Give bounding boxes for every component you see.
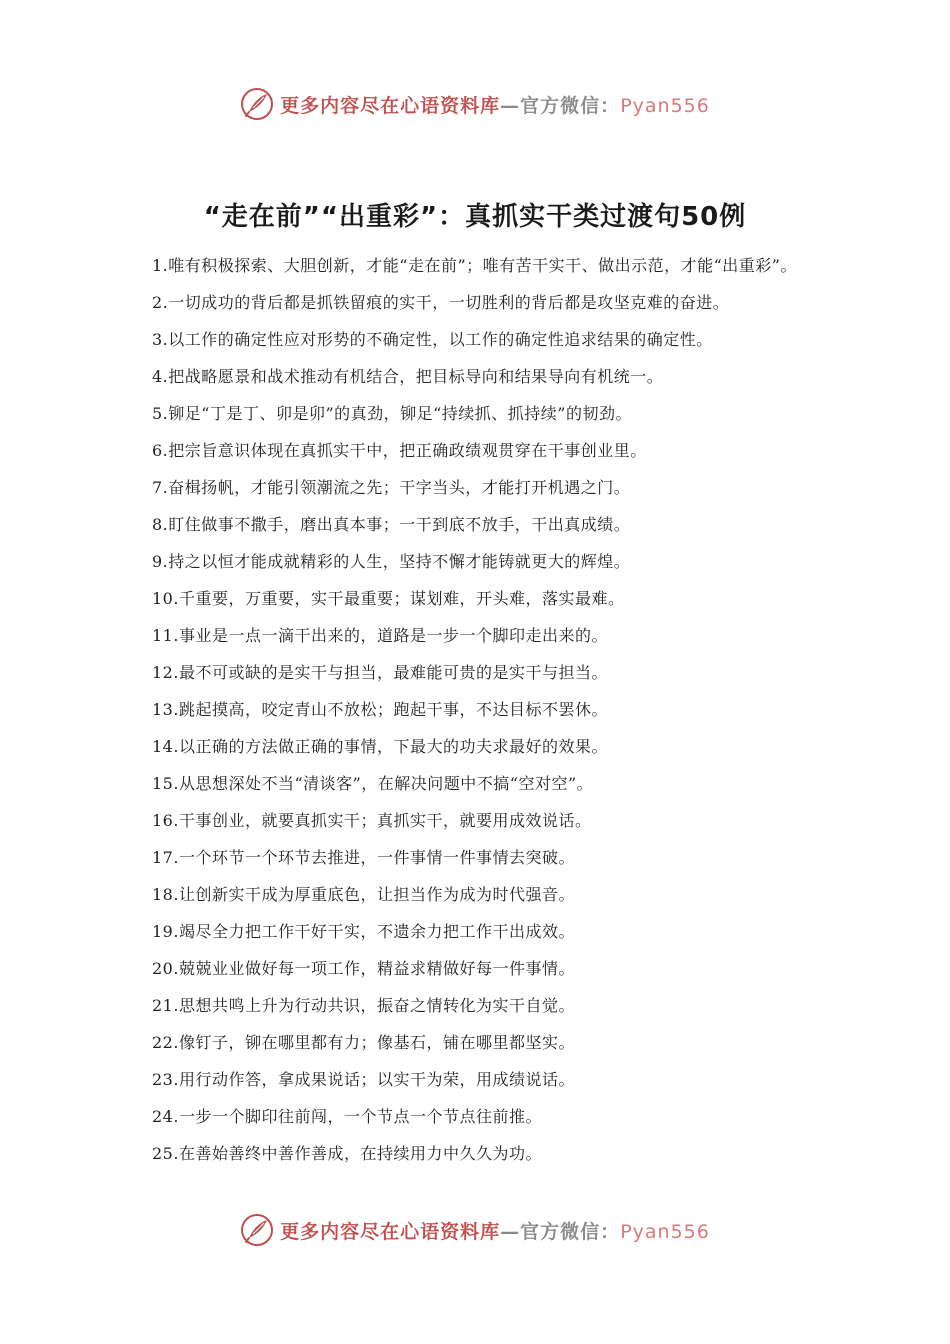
list-item: 21.思想共鸣上升为行动共识，振奋之情转化为实干自觉。 bbox=[152, 996, 575, 1015]
list-item: 11.事业是一点一滴干出来的，道路是一步一个脚印走出来的。 bbox=[152, 626, 608, 645]
banner-content bbox=[240, 87, 710, 121]
list-item: 6.把宗旨意识体现在真抓实干中，把正确政绩观贯穿在干事创业里。 bbox=[152, 441, 647, 460]
list-item: 7.奋楫扬帆，才能引领潮流之先；干字当头，才能打开机遇之门。 bbox=[152, 478, 631, 497]
list-item: 2.一切成功的背后都是抓铁留痕的实干，一切胜利的背后都是攻坚克难的奋进。 bbox=[152, 293, 730, 312]
list-item: 17.一个环节一个环节去推进，一件事情一件事情去突破。 bbox=[152, 848, 575, 867]
banner-text bbox=[280, 1217, 710, 1244]
banner-text bbox=[280, 91, 710, 118]
banner-wechat-label: —官方微信： bbox=[500, 1220, 621, 1243]
banner-wechat-id: Pyan556 bbox=[620, 1220, 710, 1243]
quill-pen-icon bbox=[240, 87, 274, 121]
list-item: 15.从思想深处不当“清谈客”，在解决问题中不搞“空对空”。 bbox=[152, 774, 594, 793]
list-item: 12.最不可或缺的是实干与担当，最难能可贵的是实干与担当。 bbox=[152, 663, 608, 682]
list-item: 19.竭尽全力把工作干好干实，不遗余力把工作干出成效。 bbox=[152, 922, 575, 941]
list-item: 20.兢兢业业做好每一项工作，精益求精做好每一件事情。 bbox=[152, 959, 575, 978]
list-item: 5.铆足“丁是丁、卯是卯”的真劲，铆足“持续抓、抓持续”的韧劲。 bbox=[152, 404, 632, 423]
header-banner bbox=[0, 82, 950, 126]
list-item: 1.唯有积极探索、大胆创新，才能“走在前”；唯有苦干实干、做出示范，才能“出重彩”。 bbox=[152, 256, 797, 275]
list-item: 16.干事创业，就要真抓实干；真抓实干，就要用成效说话。 bbox=[152, 811, 592, 830]
list-item: 4.把战略愿景和战术推动有机结合，把目标导向和结果导向有机统一。 bbox=[152, 367, 664, 386]
list-item: 22.像钉子，铆在哪里都有力；像基石，铺在哪里都坚实。 bbox=[152, 1033, 575, 1052]
banner-content bbox=[240, 1213, 710, 1247]
list-item: 14.以正确的方法做正确的事情，下最大的功夫求最好的效果。 bbox=[152, 737, 608, 756]
banner-wechat-label: —官方微信： bbox=[500, 94, 621, 117]
list-item: 18.让创新实干成为厚重底色，让担当作为成为时代强音。 bbox=[152, 885, 575, 904]
banner-wechat-id: Pyan556 bbox=[620, 94, 710, 117]
list-item: 3.以工作的确定性应对形势的不确定性，以工作的确定性追求结果的确定性。 bbox=[152, 330, 713, 349]
list-item: 24.一步一个脚印往前闯，一个节点一个节点往前推。 bbox=[152, 1107, 542, 1126]
document-title: “走在前”“出重彩”：真抓实干类过渡句50例 bbox=[203, 202, 747, 232]
banner-site-name: 更多内容尽在心语资料库 bbox=[280, 94, 501, 117]
document-body bbox=[118, 254, 840, 1179]
footer-banner bbox=[0, 1208, 950, 1252]
list-item: 10.千重要，万重要，实干最重要；谋划难，开头难，落实最难。 bbox=[152, 589, 625, 608]
quill-pen-icon bbox=[240, 1213, 274, 1247]
list-item: 23.用行动作答，拿成果说话；以实干为荣，用成绩说话。 bbox=[152, 1070, 575, 1089]
banner-site-name: 更多内容尽在心语资料库 bbox=[280, 1220, 501, 1243]
list-item: 25.在善始善终中善作善成，在持续用力中久久为功。 bbox=[152, 1144, 542, 1163]
list-item: 9.持之以恒才能成就精彩的人生，坚持不懈才能铸就更大的辉煌。 bbox=[152, 552, 631, 571]
list-item: 13.跳起摸高，咬定青山不放松；跑起干事，不达目标不罢休。 bbox=[152, 700, 608, 719]
list-item: 8.盯住做事不撒手，磨出真本事；一干到底不放手，干出真成绩。 bbox=[152, 515, 631, 534]
